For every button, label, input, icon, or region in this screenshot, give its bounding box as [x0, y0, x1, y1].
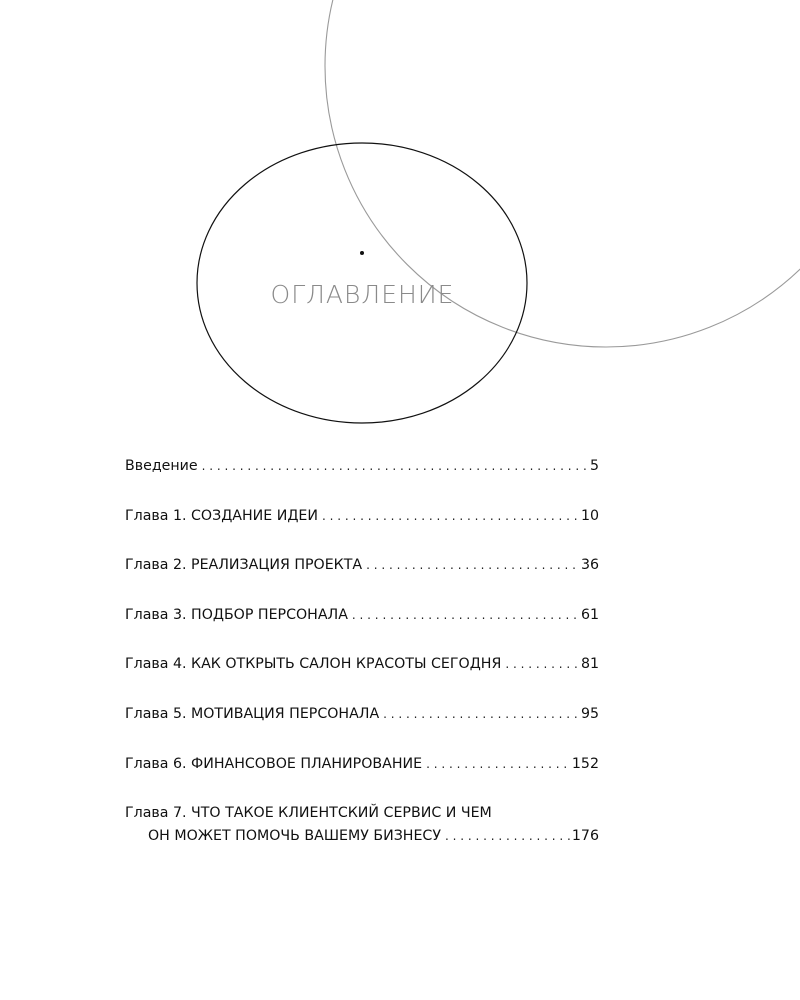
toc-page-number: 152 — [571, 755, 599, 772]
toc-page-number: 5 — [589, 458, 599, 474]
toc-entry-label: Глава 5. МОТИВАЦИЯ ПЕРСОНАЛА — [125, 705, 380, 722]
toc-entry-chapter-4[interactable] — [125, 654, 599, 704]
toc-entry-label: Глава 1. СОЗДАНИЕ ИДЕИ — [125, 507, 319, 524]
dot-leader — [366, 555, 579, 575]
dot-leader — [445, 826, 570, 846]
toc-entry-chapter-5[interactable] — [125, 704, 599, 754]
page-title: ОГЛАВЛЕНИЕ — [270, 280, 455, 309]
toc-entry-chapter-2[interactable] — [125, 555, 599, 605]
dot-leader — [505, 654, 579, 674]
toc-entry-label: Глава 6. ФИНАНСОВОЕ ПЛАНИРОВАНИЕ — [125, 755, 423, 772]
toc-entry-label: Глава 4. КАК ОТКРЫТЬ САЛОН КРАСОТЫ СЕГОДНЯ — [125, 656, 502, 673]
toc-page-number: 61 — [580, 606, 599, 623]
toc-page-number: 95 — [580, 705, 599, 722]
toc-entry-label: Глава 7. ЧТО ТАКОЕ КЛИЕНТСКИЙ СЕРВИС И ЧЕМ — [125, 805, 492, 822]
toc-entry-chapter-6[interactable] — [125, 754, 599, 804]
toc-page-number: 10 — [580, 507, 599, 524]
toc-entry-label: Введение — [125, 458, 198, 474]
table-of-contents — [125, 456, 599, 846]
toc-entry-label: Глава 3. ПОДБОР ПЕРСОНАЛА — [125, 606, 348, 623]
dot-leader — [352, 605, 579, 625]
toc-entry-introduction[interactable] — [125, 456, 599, 506]
toc-entry-label-continued: ОН МОЖЕТ ПОМОЧЬ ВАШЕМУ БИЗНЕСУ — [148, 828, 441, 845]
toc-entry-chapter-1[interactable] — [125, 506, 599, 556]
toc-entry-chapter-7[interactable] — [125, 803, 599, 846]
toc-page-number: 36 — [580, 557, 599, 574]
toc-entry-chapter-3[interactable] — [125, 605, 599, 655]
toc-page-number: 81 — [580, 656, 599, 673]
dot-leader — [383, 704, 579, 724]
toc-entry-label: Глава 2. РЕАЛИЗАЦИЯ ПРОЕКТА — [125, 557, 363, 574]
center-dot — [360, 251, 364, 255]
dot-leader — [202, 456, 588, 476]
dot-leader — [322, 506, 579, 526]
toc-page-number: 176 — [571, 828, 599, 845]
dot-leader — [426, 754, 570, 774]
